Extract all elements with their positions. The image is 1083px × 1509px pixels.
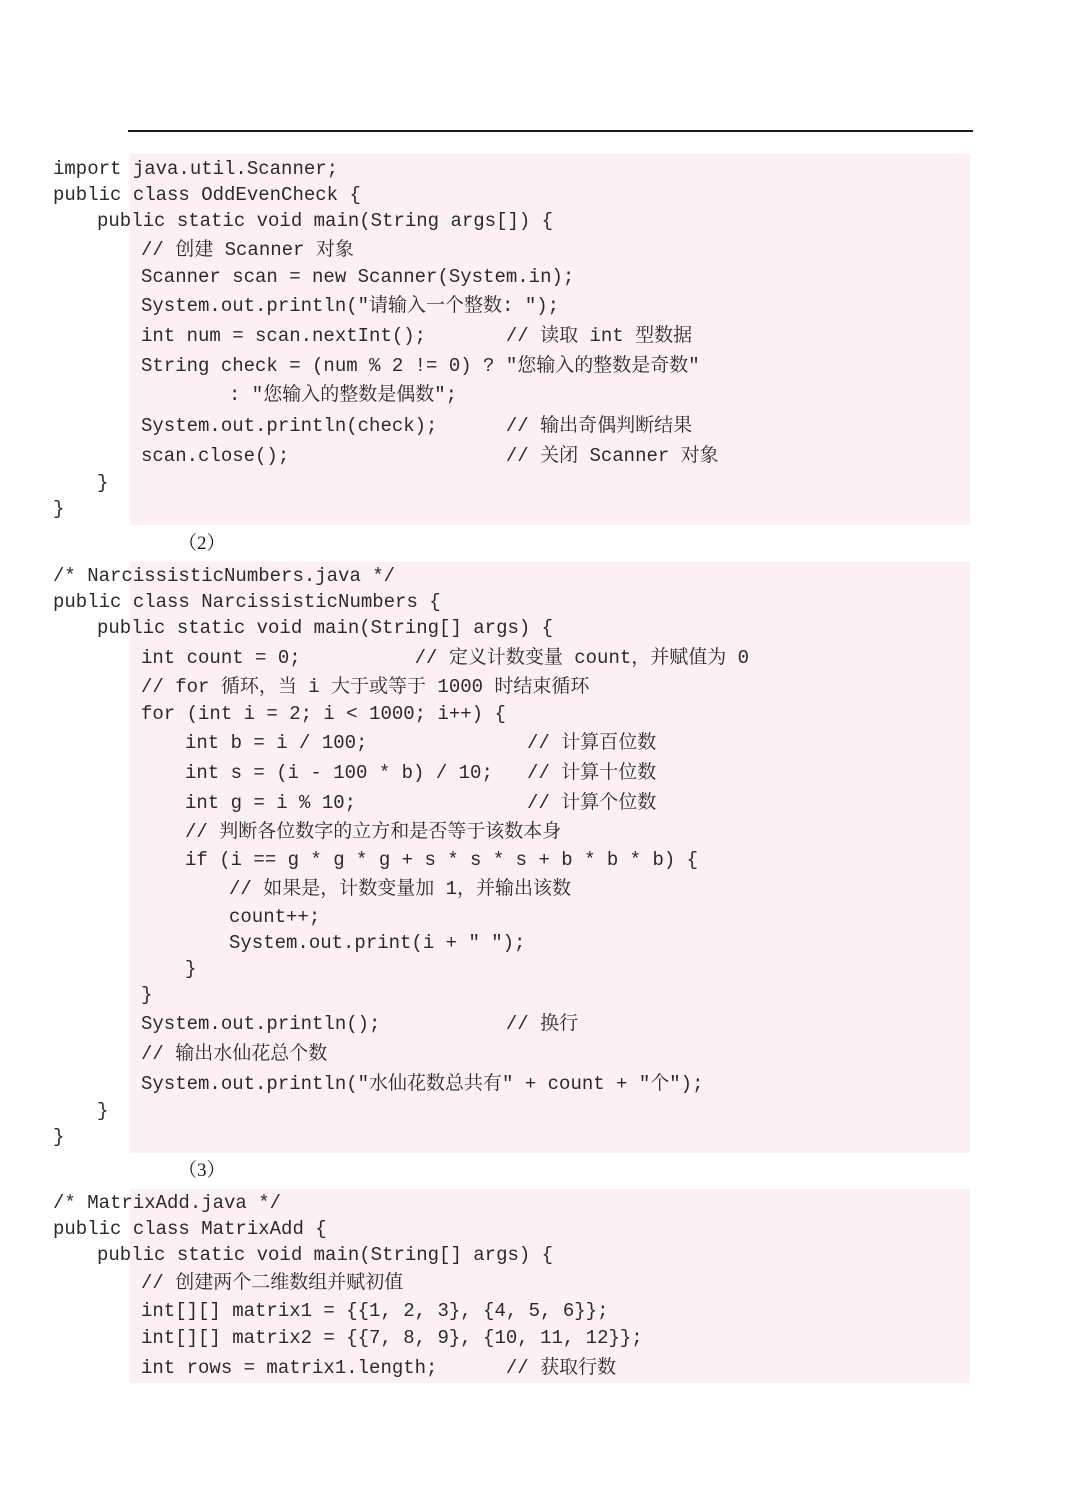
code-line: }: [141, 984, 153, 1006]
code-line: /* NarcissisticNumbers.java */: [53, 565, 396, 587]
code-line: // 如果是，计数变量加 1，并输出该数: [229, 878, 572, 900]
code-line: System.out.print(i + " ");: [229, 932, 526, 954]
code-line: // 创建两个二维数组并赋初值: [141, 1272, 404, 1294]
code-line: public static void main(String args[]) {: [97, 210, 554, 232]
code-line: // 创建 Scanner 对象: [141, 239, 354, 261]
top-rule: [128, 130, 973, 132]
code-line: System.out.println("水仙花数总共有" + count + "个");: [141, 1073, 704, 1095]
code-line: int[][] matrix2 = {{7, 8, 9}, {10, 11, 12}};: [141, 1327, 643, 1349]
code-line: public class NarcissisticNumbers {: [53, 591, 441, 613]
code-line: public static void main(String[] args) {: [97, 1244, 554, 1266]
code-line: public class MatrixAdd {: [53, 1218, 327, 1240]
code-line: /* MatrixAdd.java */: [53, 1192, 282, 1214]
code-line: int s = (i - 100 * b) / 10; // 计算十位数: [185, 762, 657, 784]
code-line: System.out.println(check); // 输出奇偶判断结果: [141, 415, 693, 437]
code-line: }: [53, 498, 65, 520]
code-line: : "您输入的整数是偶数";: [229, 384, 458, 406]
code-line: }: [185, 958, 197, 980]
code-line: count++;: [229, 906, 321, 928]
code-line: // 输出水仙花总个数: [141, 1043, 328, 1065]
code-line: int rows = matrix1.length; // 获取行数: [141, 1357, 617, 1379]
code-line: Scanner scan = new Scanner(System.in);: [141, 266, 575, 288]
code-line: import java.util.Scanner;: [53, 158, 339, 180]
code-line: int g = i % 10; // 计算个位数: [185, 792, 657, 814]
section-label-2: （2）: [178, 533, 226, 554]
code-line: }: [97, 472, 109, 494]
code-line: public static void main(String[] args) {: [97, 617, 554, 639]
code-line: for (int i = 2; i < 1000; i++) {: [141, 703, 506, 725]
code-line: }: [53, 1126, 65, 1148]
code-line: scan.close(); // 关闭 Scanner 对象: [141, 445, 719, 467]
code-line: int num = scan.nextInt(); // 读取 int 型数据: [141, 325, 693, 347]
code-line: // for 循环，当 i 大于或等于 1000 时结束循环: [141, 676, 590, 698]
code-line: System.out.println(); // 换行: [141, 1013, 579, 1035]
code-line: System.out.println("请输入一个整数: ");: [141, 295, 560, 317]
code-line: int[][] matrix1 = {{1, 2, 3}, {4, 5, 6}};: [141, 1300, 609, 1322]
code-line: // 判断各位数字的立方和是否等于该数本身: [185, 821, 562, 843]
code-line: int count = 0; // 定义计数变量 count，并赋值为 0: [141, 647, 750, 669]
code-line: String check = (num % 2 != 0) ? "您输入的整数是奇数": [141, 355, 700, 377]
code-line: public class OddEvenCheck {: [53, 184, 361, 206]
section-label-3: （3）: [178, 1160, 226, 1181]
code-line: if (i == g * g * g + s * s * s + b * b * b) {: [185, 849, 699, 871]
code-line: }: [97, 1100, 109, 1122]
code-line: int b = i / 100; // 计算百位数: [185, 732, 657, 754]
